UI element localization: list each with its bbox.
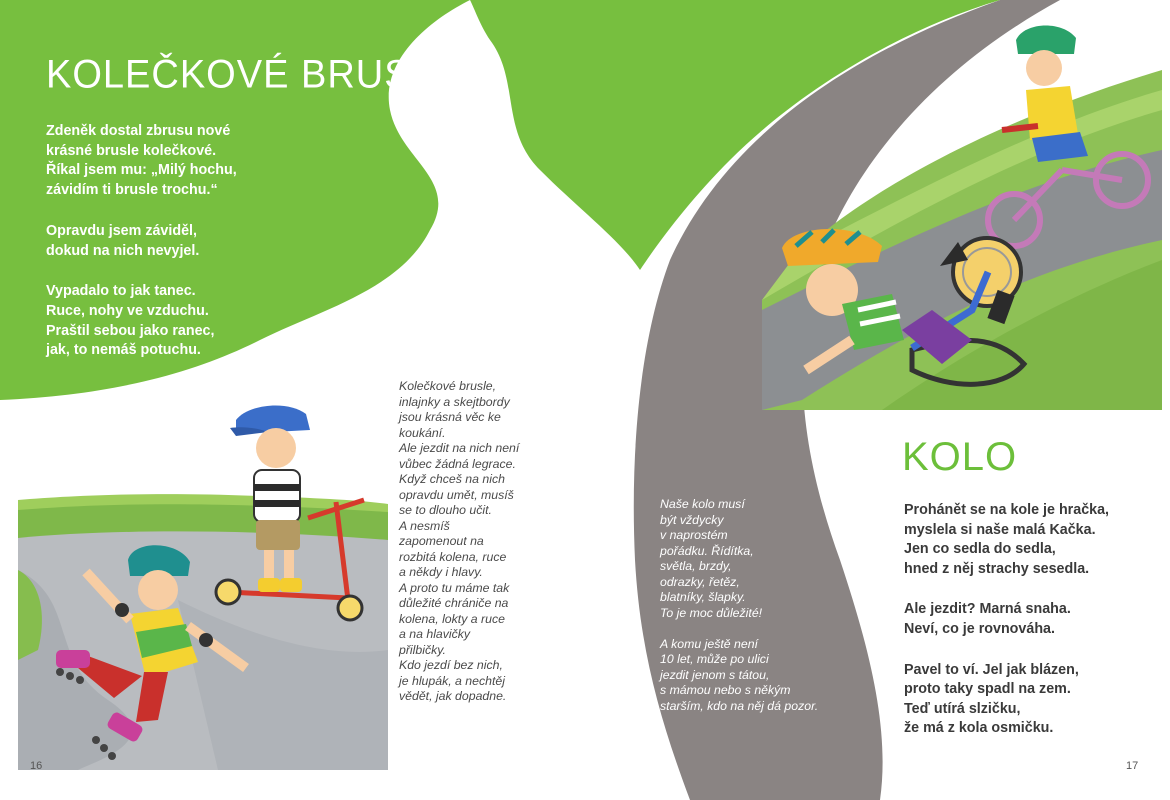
side-line: Naše kolo musí xyxy=(660,497,745,511)
page-title-left: KOLEČKOVÉ BRUSLE xyxy=(46,52,460,98)
poem-line: myslela si naše malá Kačka. xyxy=(904,521,1096,538)
poem-line: Prohánět se na kole je hračka, xyxy=(904,502,1110,518)
poem-line: Ale jezdit? Marná snaha. xyxy=(904,601,1071,618)
skating-children-illustration xyxy=(18,400,388,770)
poem-line: krásné brusle kolečkové. xyxy=(46,142,217,159)
side-line: přilbičky. xyxy=(399,642,446,657)
poem-line: Jen co sedla do sedla, xyxy=(904,541,1056,558)
side-line: Kolečkové brusle, xyxy=(399,379,497,393)
side-line: a na hlavičky xyxy=(399,627,471,641)
page-title-right: KOLO xyxy=(902,435,1018,479)
side-line: vědět, jak dopadne. xyxy=(399,689,507,703)
stanza xyxy=(904,661,1109,739)
side-line: světla, brzdy, xyxy=(660,559,732,573)
page-number-left: 16 xyxy=(30,760,43,772)
side-line: důležité chrániče na xyxy=(399,596,509,610)
stanza xyxy=(46,282,237,361)
poem-line: dokud na nich nevyjel. xyxy=(46,242,200,259)
poem-line: Pavel to ví. Jel jak blázen, xyxy=(904,661,1079,678)
side-line: v naprostém xyxy=(660,528,728,542)
stanza xyxy=(904,501,1109,579)
side-line: Ale jezdit na nich není xyxy=(399,441,520,455)
side-line: A komu ještě není xyxy=(660,636,758,651)
side-line: a někdy i hlavy. xyxy=(399,565,483,579)
side-line: rozbitá kolena, ruce xyxy=(399,549,507,564)
side-line: jsou krásná věc ke xyxy=(399,410,501,424)
side-line: jezdit jenom s tátou, xyxy=(660,667,770,682)
poem-line: že má z kola osmičku. xyxy=(904,720,1054,737)
side-line: A proto tu máme tak xyxy=(399,580,510,595)
side-line: A nesmíš xyxy=(399,518,450,533)
poem-line: Neví, co je rovnováha. xyxy=(904,620,1055,637)
poem-line: Ruce, nohy ve vzduchu. xyxy=(46,302,209,319)
side-line: starším, kdo na něj dá pozor. xyxy=(660,698,819,713)
side-line: vůbec žádná legrace. xyxy=(399,456,516,471)
side-line: Kdo jezdí bez nich, xyxy=(399,658,503,672)
side-text-left xyxy=(399,379,519,705)
side-line: Když chceš na nich xyxy=(399,472,505,486)
poem-line: Zdeněk dostal zbrusu nové xyxy=(46,123,231,139)
side-line: s mámou nebo s někým xyxy=(660,683,791,697)
side-line: opravdu umět, musíš xyxy=(399,487,514,502)
poem-right xyxy=(904,501,1109,760)
stanza xyxy=(904,600,1109,639)
side-line: 10 let, může po ulici xyxy=(660,652,769,666)
side-line: odrazky, řetěz, xyxy=(660,574,740,589)
poem-line: Opravdu jsem záviděl, xyxy=(46,222,197,239)
poem-line: Praštil sebou jako ranec, xyxy=(46,322,215,339)
side-line: inlajnky a skejtbordy xyxy=(399,394,510,409)
side-line: To je moc důležité! xyxy=(660,605,763,620)
poem-line: proto taky spadl na zem. xyxy=(904,681,1071,698)
bike-children-illustration xyxy=(762,10,1162,410)
side-text-right xyxy=(660,497,818,730)
poem-left xyxy=(46,122,237,382)
poem-line: Vypadalo to jak tanec. xyxy=(46,283,196,300)
side-line: se to dlouho učit. xyxy=(399,503,492,517)
side-line: je hlupák, a nechtěj xyxy=(399,673,505,688)
poem-line: Říkal jsem mu: „Milý hochu, xyxy=(46,162,237,179)
side-line: zapomenout na xyxy=(399,534,484,548)
poem-line: závidím ti brusle trochu.“ xyxy=(46,182,218,199)
side-line: koukání. xyxy=(399,425,446,440)
side-paragraph xyxy=(660,637,818,715)
poem-line: jak, to nemáš potuchu. xyxy=(46,342,201,359)
stanza xyxy=(46,222,237,261)
side-line: kolena, lokty a ruce xyxy=(399,611,505,626)
poem-line: Teď utírá slzičku, xyxy=(904,700,1021,717)
poem-line: hned z něj strachy sesedla. xyxy=(904,560,1090,577)
side-paragraph xyxy=(660,497,818,621)
side-line: pořádku. Řídítka, xyxy=(660,543,754,558)
page-number-right: 17 xyxy=(1126,760,1139,772)
side-line: být vždycky xyxy=(660,512,724,527)
stanza xyxy=(46,122,237,201)
side-line: blatníky, šlapky. xyxy=(660,590,746,604)
